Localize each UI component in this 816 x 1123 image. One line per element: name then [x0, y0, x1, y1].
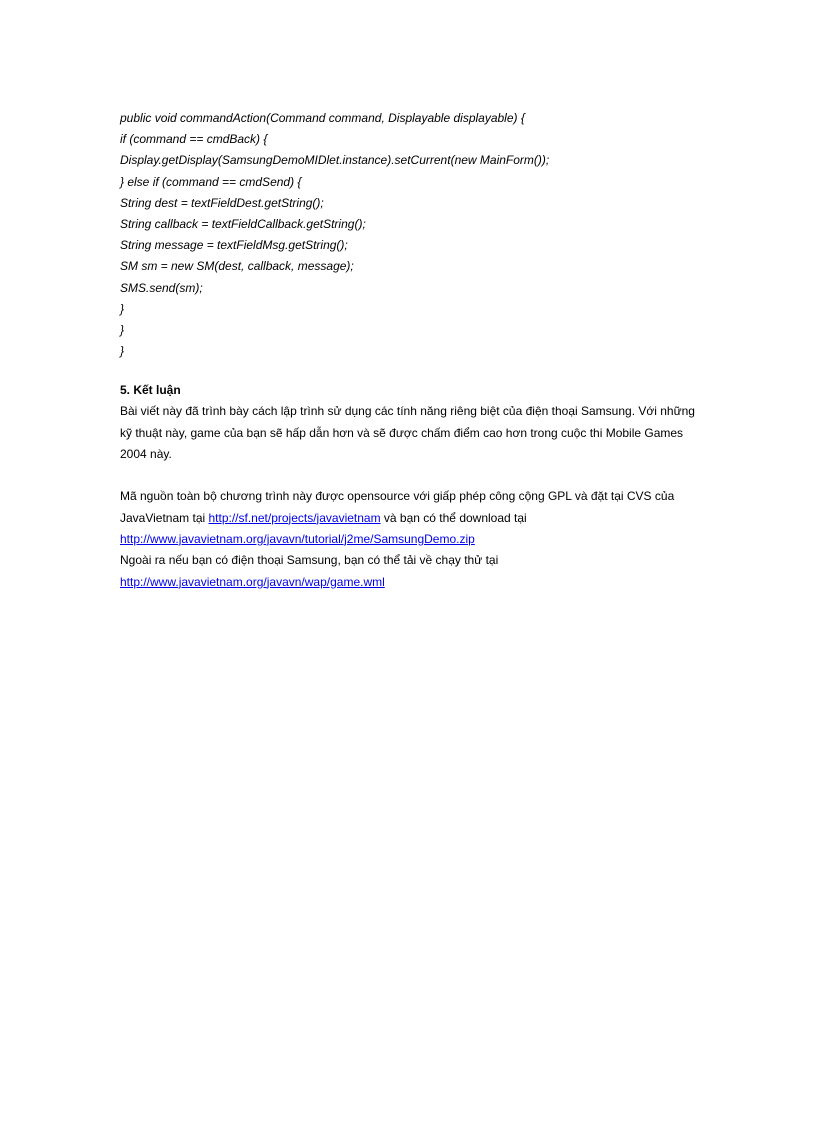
- paragraph-line: [120, 529, 710, 550]
- document-page: [120, 108, 710, 593]
- code-line: Display.getDisplay(SamsungDemoMIDlet.instance).setCurrent(new MainForm());: [120, 153, 550, 168]
- code-line: public void commandAction(Command command, Displayable displayable) {: [120, 111, 525, 125]
- paragraph-spacer: [120, 465, 710, 486]
- code-line: String callback = textFieldCallback.getString();: [120, 217, 366, 232]
- paragraph-line: Bài viết này đã trình bày cách lập trình sử dụng các tính năng riêng biệt của điện thoại Samsung. Với những: [120, 404, 695, 419]
- paragraph-line: 2004 này.: [120, 447, 172, 462]
- paragraph-text: và bạn có thể download tại: [380, 510, 527, 525]
- code-line: SMS.send(sm);: [120, 280, 203, 295]
- conclusion-paragraph: [120, 401, 710, 465]
- code-line: String dest = textFieldDest.getString();: [120, 195, 324, 210]
- code-line: }: [120, 301, 125, 316]
- source-paragraph: [120, 486, 710, 592]
- code-line: } else if (command == cmdSend) {: [120, 174, 302, 189]
- paragraph-text: JavaVietnam tại: [120, 510, 209, 525]
- paragraph-line: [120, 508, 710, 529]
- paragraph-line: kỹ thuật này, game của bạn sẽ hấp dẫn hơn và sẽ được chấm điểm cao hơn trong cuộc thi Mobile Games: [120, 425, 684, 440]
- section-heading: 5. Kết luận: [120, 383, 181, 398]
- code-line: if (command == cmdBack) {: [120, 132, 268, 147]
- paragraph-line: Mã nguồn toàn bộ chương trình này được opensource với giấp phép công cộng GPL và đặt tại CVS của: [120, 489, 675, 504]
- code-block: [120, 108, 710, 362]
- cvs-link[interactable]: http://sf.net/projects/javavietnam: [208, 510, 381, 525]
- code-line: String message = textFieldMsg.getString();: [120, 238, 348, 253]
- code-line: }: [120, 344, 125, 359]
- paragraph-line: Ngoài ra nếu bạn có điện thoại Samsung, bạn có thể tải về chạy thử tại: [120, 553, 499, 568]
- download-link[interactable]: http://www.javavietnam.org/javavn/tutorial/j2me/SamsungDemo.zip: [120, 531, 475, 546]
- code-line: SM sm = new SM(dest, callback, message);: [120, 259, 354, 274]
- wap-game-link[interactable]: http://www.javavietnam.org/javavn/wap/game.wml: [120, 574, 385, 589]
- paragraph-line: [120, 572, 710, 593]
- code-line: }: [120, 323, 125, 338]
